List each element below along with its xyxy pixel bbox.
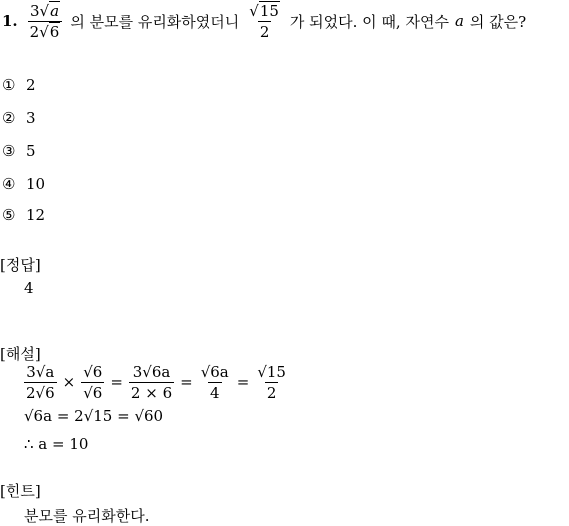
equals-symbol: = (110, 373, 123, 391)
question-fraction-2: $\frac{√15}{2}$ (249, 1, 279, 41)
choice-mark: ③ (2, 142, 16, 160)
choice-5[interactable] (2, 206, 45, 224)
explanation-fraction-3: $\frac{3√6a}{2 \times 6}$ (130, 362, 173, 402)
hint-label: [힌트] (0, 482, 41, 500)
explanation-line-3: ∴ a = 10 (24, 435, 89, 453)
choice-value: 3 (26, 109, 36, 127)
choice-4[interactable] (2, 175, 45, 193)
choice-1[interactable] (2, 76, 36, 94)
question-fraction-1: $\frac{3√a}{2√6}$ (28, 3, 63, 40)
explanation-line-2: √6a = 2√15 = √60 (24, 407, 164, 425)
choice-value: 2 (26, 76, 36, 94)
answer-label: [정답] (0, 256, 41, 274)
question-variable-a: a (454, 12, 464, 30)
choice-mark: ② (2, 109, 16, 127)
answer-value: 4 (24, 279, 34, 297)
choice-value: 12 (26, 206, 46, 224)
choice-mark: ⑤ (2, 206, 16, 224)
explanation-fraction-4: $\frac{√6a}{4}$ (200, 362, 229, 402)
choice-2[interactable] (2, 109, 36, 127)
explanation-label: [해설] (0, 345, 41, 363)
question-text-a: 의 분모를 유리화하였더니 (70, 12, 240, 31)
choice-mark: ④ (2, 175, 16, 193)
choice-3[interactable] (2, 142, 36, 160)
explanation-line-1 (22, 362, 290, 402)
choice-value: 10 (26, 175, 46, 193)
equals-symbol: = (180, 373, 193, 391)
explanation-fraction-2: $\frac{√6}{√6}$ (83, 362, 103, 402)
equals-symbol: = (236, 373, 250, 391)
choice-value: 5 (26, 142, 36, 160)
explanation-fraction-1: $\frac{3√a}{2√6}$ (26, 362, 55, 402)
question (2, 2, 526, 40)
explanation-fraction-5: $\frac{√15}{2}$ (257, 362, 286, 402)
question-number: 1. (2, 12, 18, 30)
choice-mark: ① (2, 76, 16, 94)
question-text-b: 가 되었다. 이 때, 자연수 (289, 12, 449, 31)
question-text-c: 의 값은? (469, 12, 527, 31)
times-symbol: × (62, 373, 76, 391)
hint-text: 분모를 유리화한다. (24, 507, 150, 525)
